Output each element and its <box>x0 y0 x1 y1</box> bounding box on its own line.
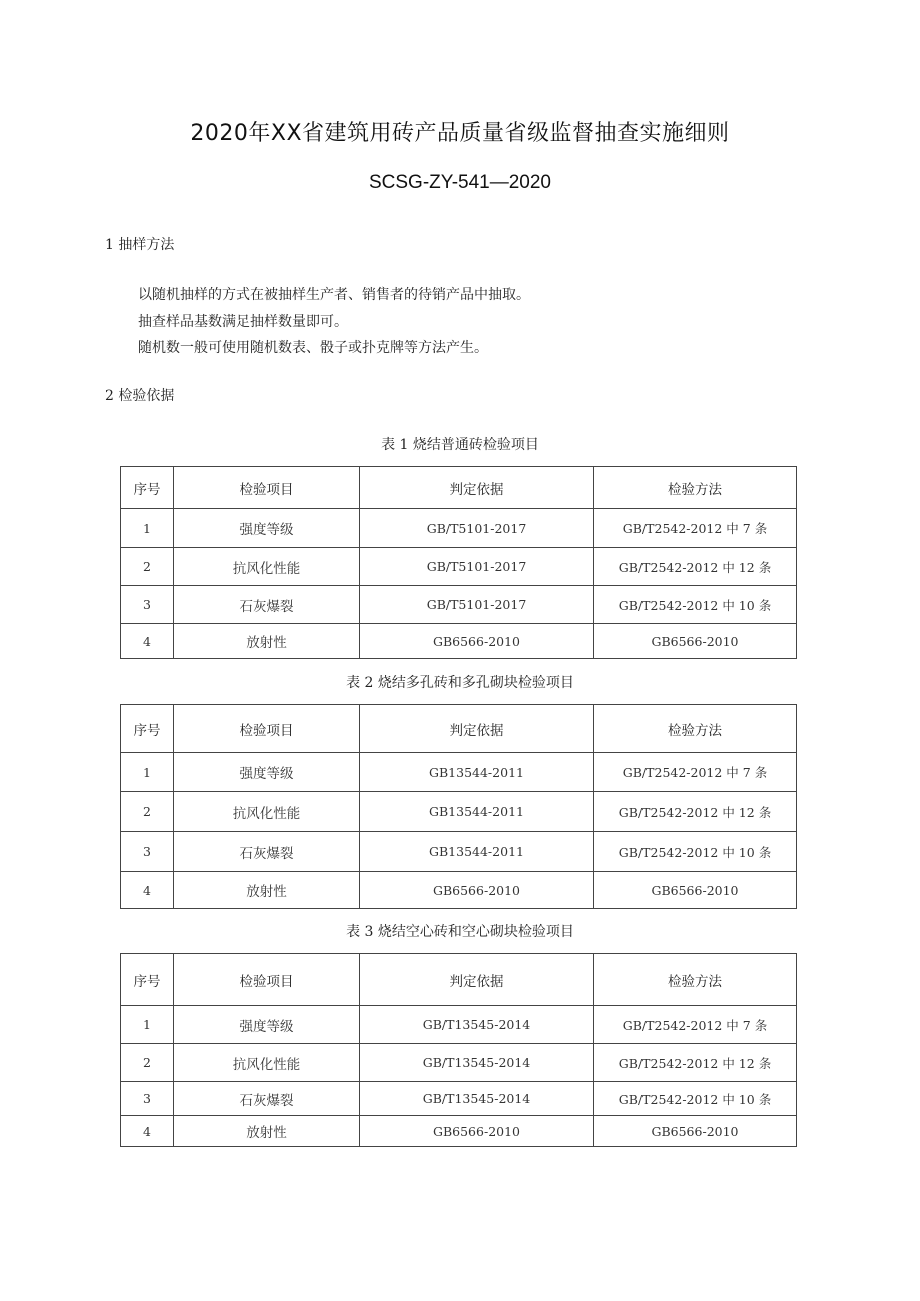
table-cell: GB6566-2010 <box>360 624 594 659</box>
section-heading-basis: 2 检验依据 <box>105 388 175 404</box>
table-cell: 抗风化性能 <box>174 1044 360 1082</box>
inspection-table-1 <box>120 466 797 659</box>
table-row <box>121 872 797 909</box>
table-cell: GB13544-2011 <box>360 753 594 792</box>
table-header-row <box>121 954 797 1006</box>
table-row <box>121 753 797 792</box>
header-cell: 序号 <box>121 954 174 1006</box>
header-cell: 判定依据 <box>360 467 594 509</box>
table-cell: 放射性 <box>174 1116 360 1147</box>
table-row <box>121 548 797 586</box>
table-caption: 表 3 烧结空心砖和空心砌块检验项目 <box>346 924 574 940</box>
table-cell: GB/T2542-2012 中 12 条 <box>594 1044 797 1082</box>
table-cell: GB/T13545-2014 <box>360 1044 594 1082</box>
table-row <box>121 1044 797 1082</box>
table-row <box>121 792 797 832</box>
table-cell: GB/T13545-2014 <box>360 1082 594 1116</box>
table-cell: GB13544-2011 <box>360 792 594 832</box>
table-header-row <box>121 705 797 753</box>
table-cell: 4 <box>121 624 174 659</box>
header-cell: 序号 <box>121 467 174 509</box>
table-cell: 放射性 <box>174 624 360 659</box>
table-caption: 表 1 烧结普通砖检验项目 <box>381 437 539 453</box>
table-cell: GB/T2542-2012 中 7 条 <box>594 509 797 548</box>
table-cell: GB/T2542-2012 中 7 条 <box>594 1006 797 1044</box>
paragraph: 以随机抽样的方式在被抽样生产者、销售者的待销产品中抽取。 <box>138 287 530 303</box>
table-cell: 2 <box>121 792 174 832</box>
table-cell: GB/T2542-2012 中 10 条 <box>594 1082 797 1116</box>
table-cell: GB6566-2010 <box>594 872 797 909</box>
table-row <box>121 1116 797 1147</box>
table-cell: GB13544-2011 <box>360 832 594 872</box>
header-cell: 检验方法 <box>594 705 797 753</box>
header-cell: 检验项目 <box>174 705 360 753</box>
table-cell: 石灰爆裂 <box>174 586 360 624</box>
header-cell: 检验方法 <box>594 467 797 509</box>
table-row <box>121 509 797 548</box>
table-cell: 强度等级 <box>174 509 360 548</box>
table-cell: 强度等级 <box>174 753 360 792</box>
header-cell: 检验项目 <box>174 954 360 1006</box>
table-cell: 4 <box>121 1116 174 1147</box>
paragraph: 随机数一般可使用随机数表、骰子或扑克牌等方法产生。 <box>138 340 488 356</box>
section-heading-sampling: 1 抽样方法 <box>105 237 175 253</box>
table-cell: 3 <box>121 586 174 624</box>
table-cell: GB/T2542-2012 中 10 条 <box>594 586 797 624</box>
table-cell: GB6566-2010 <box>360 872 594 909</box>
table-cell: 2 <box>121 1044 174 1082</box>
document-code: SCSG-ZY-541—2020 <box>368 172 551 193</box>
table-cell: GB/T5101-2017 <box>360 586 594 624</box>
header-cell: 判定依据 <box>360 705 594 753</box>
table-cell: GB/T2542-2012 中 12 条 <box>594 792 797 832</box>
table-cell: 1 <box>121 1006 174 1044</box>
table-cell: 3 <box>121 1082 174 1116</box>
table-caption: 表 2 烧结多孔砖和多孔砌块检验项目 <box>346 675 574 691</box>
table-cell: 1 <box>121 753 174 792</box>
table-cell: 石灰爆裂 <box>174 832 360 872</box>
table-row <box>121 1006 797 1044</box>
table-cell: 抗风化性能 <box>174 792 360 832</box>
inspection-table-2 <box>120 704 797 909</box>
document-title: 2020年XX省建筑用砖产品质量省级监督抽查实施细则 <box>190 121 730 146</box>
table-cell: GB6566-2010 <box>594 624 797 659</box>
header-cell: 序号 <box>121 705 174 753</box>
table-cell: 1 <box>121 509 174 548</box>
table-cell: GB/T2542-2012 中 10 条 <box>594 832 797 872</box>
table-cell: 强度等级 <box>174 1006 360 1044</box>
paragraph: 抽查样品基数满足抽样数量即可。 <box>138 314 348 330</box>
table-cell: GB6566-2010 <box>360 1116 594 1147</box>
table-cell: 4 <box>121 872 174 909</box>
header-cell: 检验方法 <box>594 954 797 1006</box>
inspection-table-3 <box>120 953 797 1147</box>
table-cell: GB/T2542-2012 中 7 条 <box>594 753 797 792</box>
table-cell: GB/T2542-2012 中 12 条 <box>594 548 797 586</box>
table-cell: GB/T5101-2017 <box>360 509 594 548</box>
header-cell: 判定依据 <box>360 954 594 1006</box>
table-row <box>121 1082 797 1116</box>
table-cell: GB/T5101-2017 <box>360 548 594 586</box>
table-header-row <box>121 467 797 509</box>
table-row <box>121 586 797 624</box>
table-cell: GB6566-2010 <box>594 1116 797 1147</box>
table-cell: GB/T13545-2014 <box>360 1006 594 1044</box>
table-cell: 石灰爆裂 <box>174 1082 360 1116</box>
table-row <box>121 832 797 872</box>
table-row <box>121 624 797 659</box>
table-cell: 2 <box>121 548 174 586</box>
table-cell: 抗风化性能 <box>174 548 360 586</box>
table-cell: 放射性 <box>174 872 360 909</box>
table-cell: 3 <box>121 832 174 872</box>
header-cell: 检验项目 <box>174 467 360 509</box>
